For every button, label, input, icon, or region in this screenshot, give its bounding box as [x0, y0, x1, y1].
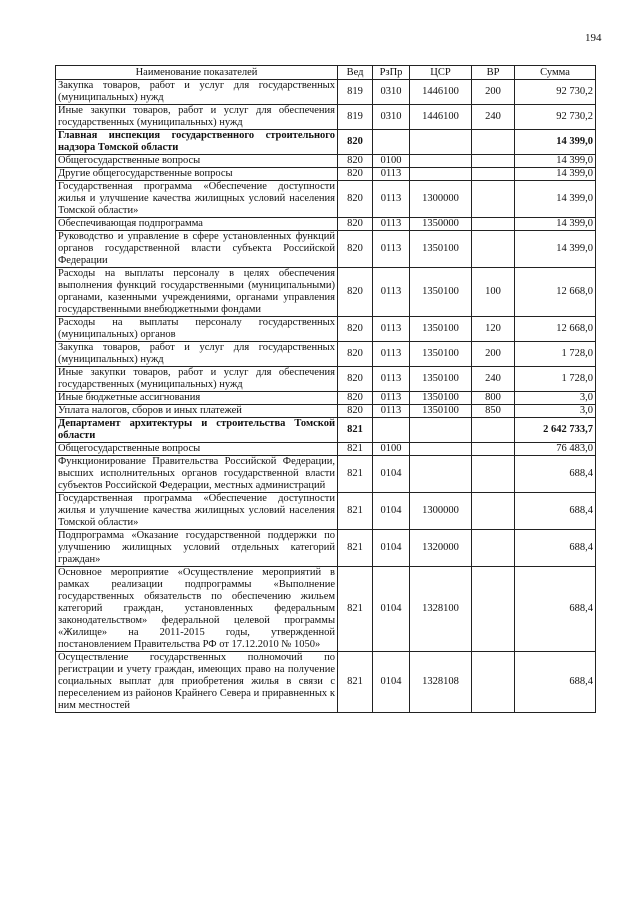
cell-rzpr: 0104: [373, 456, 410, 493]
cell-csr: 1350000: [410, 218, 472, 231]
cell-rzpr: 0113: [373, 181, 410, 218]
cell-vr: [472, 443, 515, 456]
cell-ved: 821: [338, 652, 373, 713]
table-row: [56, 218, 596, 231]
cell-csr: [410, 443, 472, 456]
header-csr: ЦСР: [410, 66, 472, 80]
cell-name: Функционирование Правительства Российской Федерации, высших исполнительных органов государственной власти субъектов Российской Федерации, местных администраций: [56, 456, 338, 493]
cell-vr: 200: [472, 342, 515, 367]
header-sum: Сумма: [515, 66, 596, 80]
header-name: Наименование показателей: [56, 66, 338, 80]
cell-rzpr: 0310: [373, 105, 410, 130]
cell-vr: [472, 652, 515, 713]
table-row: [56, 392, 596, 405]
cell-name: Государственная программа «Обеспечение доступности жилья и улучшение качества жилищных условий населения Томской области»: [56, 181, 338, 218]
cell-ved: 821: [338, 493, 373, 530]
cell-ved: 820: [338, 218, 373, 231]
cell-rzpr: 0104: [373, 530, 410, 567]
cell-sum: 14 399,0: [515, 168, 596, 181]
cell-name: Закупка товаров, работ и услуг для государственных (муниципальных) нужд: [56, 342, 338, 367]
table-row: [56, 367, 596, 392]
cell-ved: 820: [338, 155, 373, 168]
cell-sum: 688,4: [515, 493, 596, 530]
cell-sum: 12 668,0: [515, 268, 596, 317]
cell-sum: 1 728,0: [515, 367, 596, 392]
cell-rzpr: [373, 130, 410, 155]
table-row: [56, 155, 596, 168]
cell-vr: [472, 530, 515, 567]
table-row: [56, 652, 596, 713]
table-row: [56, 405, 596, 418]
cell-sum: 1 728,0: [515, 342, 596, 367]
cell-vr: 200: [472, 80, 515, 105]
cell-rzpr: 0113: [373, 317, 410, 342]
cell-rzpr: 0310: [373, 80, 410, 105]
cell-ved: 819: [338, 80, 373, 105]
cell-ved: 820: [338, 317, 373, 342]
cell-ved: 821: [338, 567, 373, 652]
cell-ved: 820: [338, 231, 373, 268]
header-row: [56, 66, 596, 80]
cell-rzpr: 0113: [373, 405, 410, 418]
cell-ved: 821: [338, 443, 373, 456]
table-row: [56, 181, 596, 218]
cell-csr: [410, 130, 472, 155]
cell-vr: [472, 567, 515, 652]
cell-ved: 820: [338, 392, 373, 405]
cell-sum: 14 399,0: [515, 155, 596, 168]
cell-vr: 850: [472, 405, 515, 418]
cell-vr: [472, 218, 515, 231]
cell-name: Обеспечивающая подпрограмма: [56, 218, 338, 231]
cell-csr: 1350100: [410, 367, 472, 392]
cell-name: Иные закупки товаров, работ и услуг для обеспечения государственных (муниципальных) нужд: [56, 367, 338, 392]
cell-name: Государственная программа «Обеспечение доступности жилья и улучшение качества жилищных условий населения Томской области»: [56, 493, 338, 530]
table-row: [56, 105, 596, 130]
cell-rzpr: [373, 418, 410, 443]
cell-vr: [472, 168, 515, 181]
cell-sum: 14 399,0: [515, 218, 596, 231]
header-ved: Вед: [338, 66, 373, 80]
cell-ved: 819: [338, 105, 373, 130]
page-number: 194: [585, 32, 602, 44]
cell-sum: 688,4: [515, 456, 596, 493]
cell-sum: 14 399,0: [515, 181, 596, 218]
cell-vr: [472, 181, 515, 218]
cell-sum: 2 642 733,7: [515, 418, 596, 443]
header-vr: ВР: [472, 66, 515, 80]
cell-name: Другие общегосударственные вопросы: [56, 168, 338, 181]
cell-csr: [410, 155, 472, 168]
table-row: [56, 168, 596, 181]
cell-rzpr: 0104: [373, 567, 410, 652]
cell-sum: 688,4: [515, 567, 596, 652]
cell-ved: 820: [338, 405, 373, 418]
cell-rzpr: 0104: [373, 652, 410, 713]
table-row: [56, 231, 596, 268]
table-row: [56, 456, 596, 493]
cell-sum: 688,4: [515, 530, 596, 567]
cell-vr: [472, 130, 515, 155]
cell-vr: 240: [472, 105, 515, 130]
cell-csr: 1350100: [410, 268, 472, 317]
cell-csr: 1350100: [410, 405, 472, 418]
table-row: [56, 567, 596, 652]
cell-ved: 820: [338, 268, 373, 317]
cell-name: Иные бюджетные ассигнования: [56, 392, 338, 405]
cell-name: Иные закупки товаров, работ и услуг для обеспечения государственных (муниципальных) нужд: [56, 105, 338, 130]
cell-ved: 820: [338, 181, 373, 218]
cell-rzpr: 0113: [373, 268, 410, 317]
cell-csr: 1300000: [410, 493, 472, 530]
cell-vr: 100: [472, 268, 515, 317]
cell-csr: 1328108: [410, 652, 472, 713]
cell-ved: 821: [338, 418, 373, 443]
cell-ved: 821: [338, 530, 373, 567]
cell-csr: [410, 418, 472, 443]
cell-csr: 1446100: [410, 80, 472, 105]
cell-csr: 1320000: [410, 530, 472, 567]
cell-name: Общегосударственные вопросы: [56, 155, 338, 168]
cell-rzpr: 0113: [373, 392, 410, 405]
cell-name: Главная инспекция государственного строительного надзора Томской области: [56, 130, 338, 155]
cell-sum: 688,4: [515, 652, 596, 713]
cell-csr: 1328100: [410, 567, 472, 652]
cell-sum: 3,0: [515, 405, 596, 418]
cell-name: Общегосударственные вопросы: [56, 443, 338, 456]
table-row: [56, 493, 596, 530]
cell-rzpr: 0100: [373, 155, 410, 168]
cell-sum: 92 730,2: [515, 105, 596, 130]
table-row: [56, 80, 596, 105]
cell-sum: 76 483,0: [515, 443, 596, 456]
cell-name: Закупка товаров, работ и услуг для государственных (муниципальных) нужд: [56, 80, 338, 105]
table-row: [56, 268, 596, 317]
cell-ved: 820: [338, 130, 373, 155]
header-rzpr: РзПр: [373, 66, 410, 80]
cell-sum: 92 730,2: [515, 80, 596, 105]
cell-rzpr: 0104: [373, 493, 410, 530]
table-row: [56, 130, 596, 155]
cell-ved: 821: [338, 456, 373, 493]
cell-csr: 1300000: [410, 181, 472, 218]
cell-name: Подпрограмма «Оказание государственной поддержки по улучшению жилищных условий отдельных категорий граждан»: [56, 530, 338, 567]
cell-rzpr: 0113: [373, 218, 410, 231]
cell-csr: 1446100: [410, 105, 472, 130]
cell-name: Уплата налогов, сборов и иных платежей: [56, 405, 338, 418]
cell-sum: 14 399,0: [515, 231, 596, 268]
cell-sum: 12 668,0: [515, 317, 596, 342]
cell-csr: 1350100: [410, 231, 472, 268]
cell-name: Департамент архитектуры и строительства Томской области: [56, 418, 338, 443]
cell-rzpr: 0113: [373, 168, 410, 181]
cell-csr: 1350100: [410, 317, 472, 342]
cell-rzpr: 0113: [373, 231, 410, 268]
cell-rzpr: 0113: [373, 342, 410, 367]
table-body: [56, 80, 596, 713]
cell-csr: [410, 456, 472, 493]
cell-ved: 820: [338, 342, 373, 367]
table-row: [56, 443, 596, 456]
cell-rzpr: 0113: [373, 367, 410, 392]
table-row: [56, 418, 596, 443]
table-row: [56, 530, 596, 567]
cell-vr: 240: [472, 367, 515, 392]
cell-csr: 1350100: [410, 392, 472, 405]
cell-name: Расходы на выплаты персоналу государственных (муниципальных) органов: [56, 317, 338, 342]
cell-vr: [472, 231, 515, 268]
cell-vr: 120: [472, 317, 515, 342]
cell-name: Расходы на выплаты персоналу в целях обеспечения выполнения функций государственными (муниципальными) органами, казенными учреждениями, органами управления государственными внебюджетными фондами: [56, 268, 338, 317]
cell-rzpr: 0100: [373, 443, 410, 456]
cell-vr: [472, 493, 515, 530]
cell-name: Руководство и управление в сфере установленных функций органов государственной власти субъекта Российской Федерации: [56, 231, 338, 268]
cell-name: Основное мероприятие «Осуществление мероприятий в рамках реализации подпрограммы «Выполнение государственных обязательств по обеспечению жильем категорий граждан, установленных федеральным законодательством» федеральной целевой программы «Жилище» на 2011-2015 годы, утвержденной постановлением Правительства РФ от 17.12.2010 № 1050»: [56, 567, 338, 652]
cell-sum: 14 399,0: [515, 130, 596, 155]
cell-sum: 3,0: [515, 392, 596, 405]
cell-vr: [472, 418, 515, 443]
cell-name: Осуществление государственных полномочий по регистрации и учету граждан, имеющих право на получение социальных выплат для приобретения жилья в связи с переселением из районов Крайнего Севера и приравненных к ним местностей: [56, 652, 338, 713]
cell-ved: 820: [338, 168, 373, 181]
cell-csr: 1350100: [410, 342, 472, 367]
budget-table: [55, 65, 596, 713]
cell-vr: [472, 456, 515, 493]
cell-vr: [472, 155, 515, 168]
cell-ved: 820: [338, 367, 373, 392]
table-header: [56, 66, 596, 80]
table-row: [56, 342, 596, 367]
cell-csr: [410, 168, 472, 181]
table-row: [56, 317, 596, 342]
cell-vr: 800: [472, 392, 515, 405]
